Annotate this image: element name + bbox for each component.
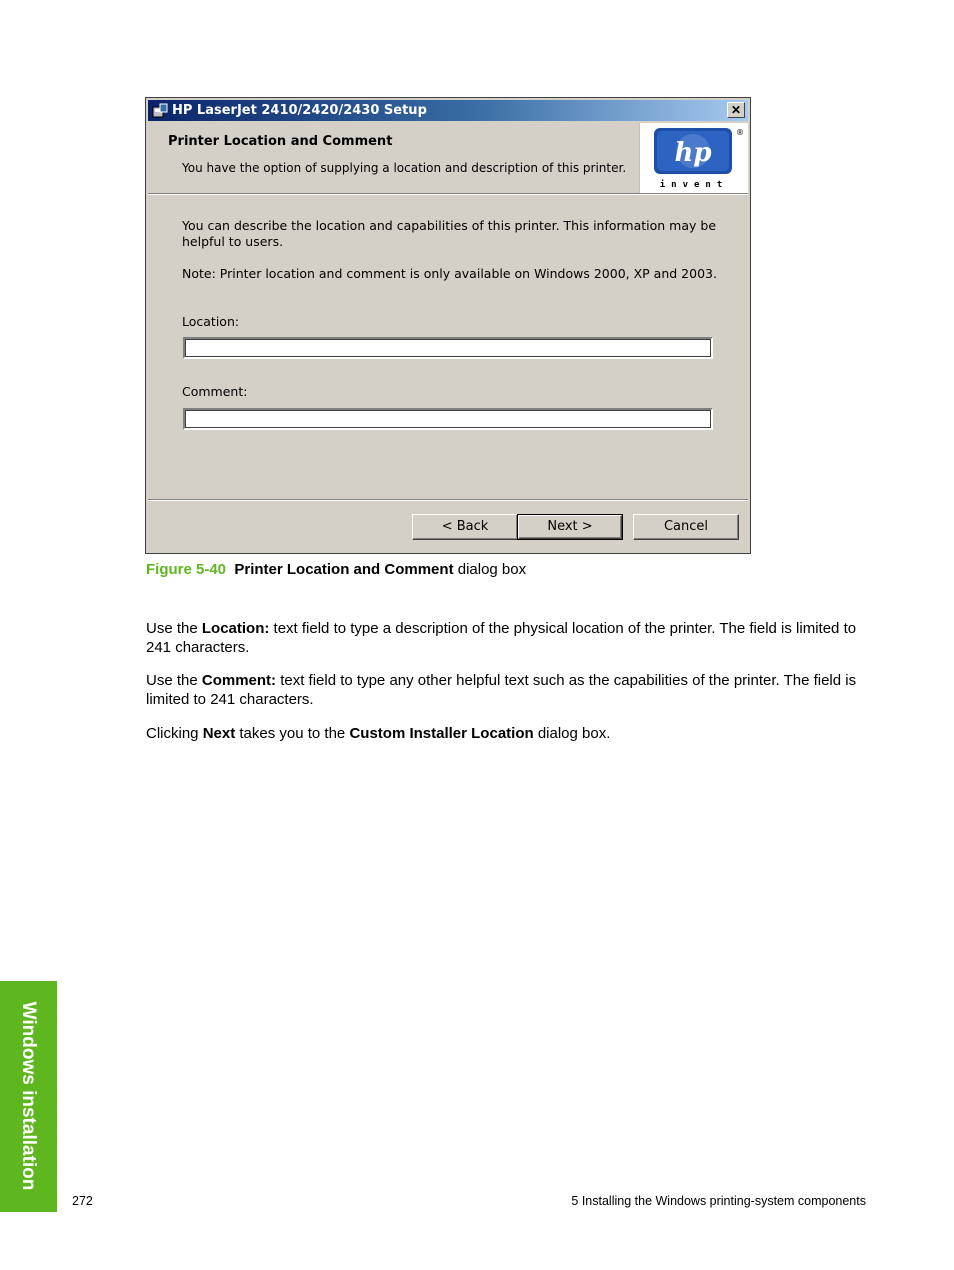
p3-bold-next: Next <box>202 725 236 742</box>
close-button[interactable] <box>727 102 745 118</box>
paragraph-next <box>146 724 866 743</box>
p2-bold: Comment: <box>201 672 277 689</box>
figure-title: Printer Location and Comment <box>234 561 454 578</box>
window-title: HP LaserJet 2410/2420/2430 Setup <box>172 103 427 118</box>
p3-mid: takes you to the <box>235 725 350 742</box>
hp-logo-tagline: invent <box>659 180 729 190</box>
side-tab-label: Windows installation <box>18 1001 39 1191</box>
p3-post: dialog box. <box>533 725 611 742</box>
comment-label: Comment: <box>182 384 248 399</box>
figure-suffix: dialog box <box>453 561 527 578</box>
wizard-body <box>146 196 750 496</box>
description-text: You can describe the location and capabilities of this printer. This information may be helpful to users. <box>182 218 717 249</box>
section-side-tab <box>0 981 57 1212</box>
p1-pre: Use the <box>146 620 202 637</box>
p1-post: text field to type a description of the physical location of the printer. The field is limited to 241 characters. <box>146 620 857 656</box>
p1-bold: Location: <box>201 620 270 637</box>
p3-pre: Clicking <box>146 725 203 742</box>
back-button[interactable]: < Back <box>412 514 518 540</box>
hp-logo <box>639 123 748 193</box>
cancel-button[interactable]: Cancel <box>633 514 739 540</box>
p2-post: text field to type any other helpful text such as the capabilities of the printer. The field is limited to 241 characters. <box>146 672 857 708</box>
wizard-header <box>148 123 748 194</box>
paragraph-comment <box>146 671 866 709</box>
location-input[interactable] <box>183 337 713 359</box>
close-icon: ✕ <box>730 103 742 117</box>
setup-app-icon <box>152 103 168 118</box>
registered-mark: ® <box>736 128 744 137</box>
page-subtitle: You have the option of supplying a location and description of this printer. <box>182 161 627 175</box>
page-number: 272 <box>72 1194 93 1208</box>
figure-number: Figure 5-40 <box>146 561 227 578</box>
paragraph-location <box>146 619 866 657</box>
title-bar <box>148 100 748 121</box>
location-label: Location: <box>182 314 240 329</box>
comment-input[interactable] <box>183 408 713 430</box>
hp-logo-mark: hp <box>674 138 712 168</box>
page-title: Printer Location and Comment <box>168 134 393 149</box>
button-separator <box>148 499 748 501</box>
p2-pre: Use the <box>146 672 202 689</box>
setup-dialog <box>145 97 751 554</box>
p3-bold-target: Custom Installer Location <box>349 725 534 742</box>
figure-caption <box>146 561 526 578</box>
next-button[interactable]: Next > <box>517 514 623 540</box>
note-text: Note: Printer location and comment is only available on Windows 2000, XP and 2003. <box>182 266 717 281</box>
hp-logo-icon <box>640 123 748 193</box>
chapter-footer: 5 Installing the Windows printing-system components <box>571 1194 866 1208</box>
